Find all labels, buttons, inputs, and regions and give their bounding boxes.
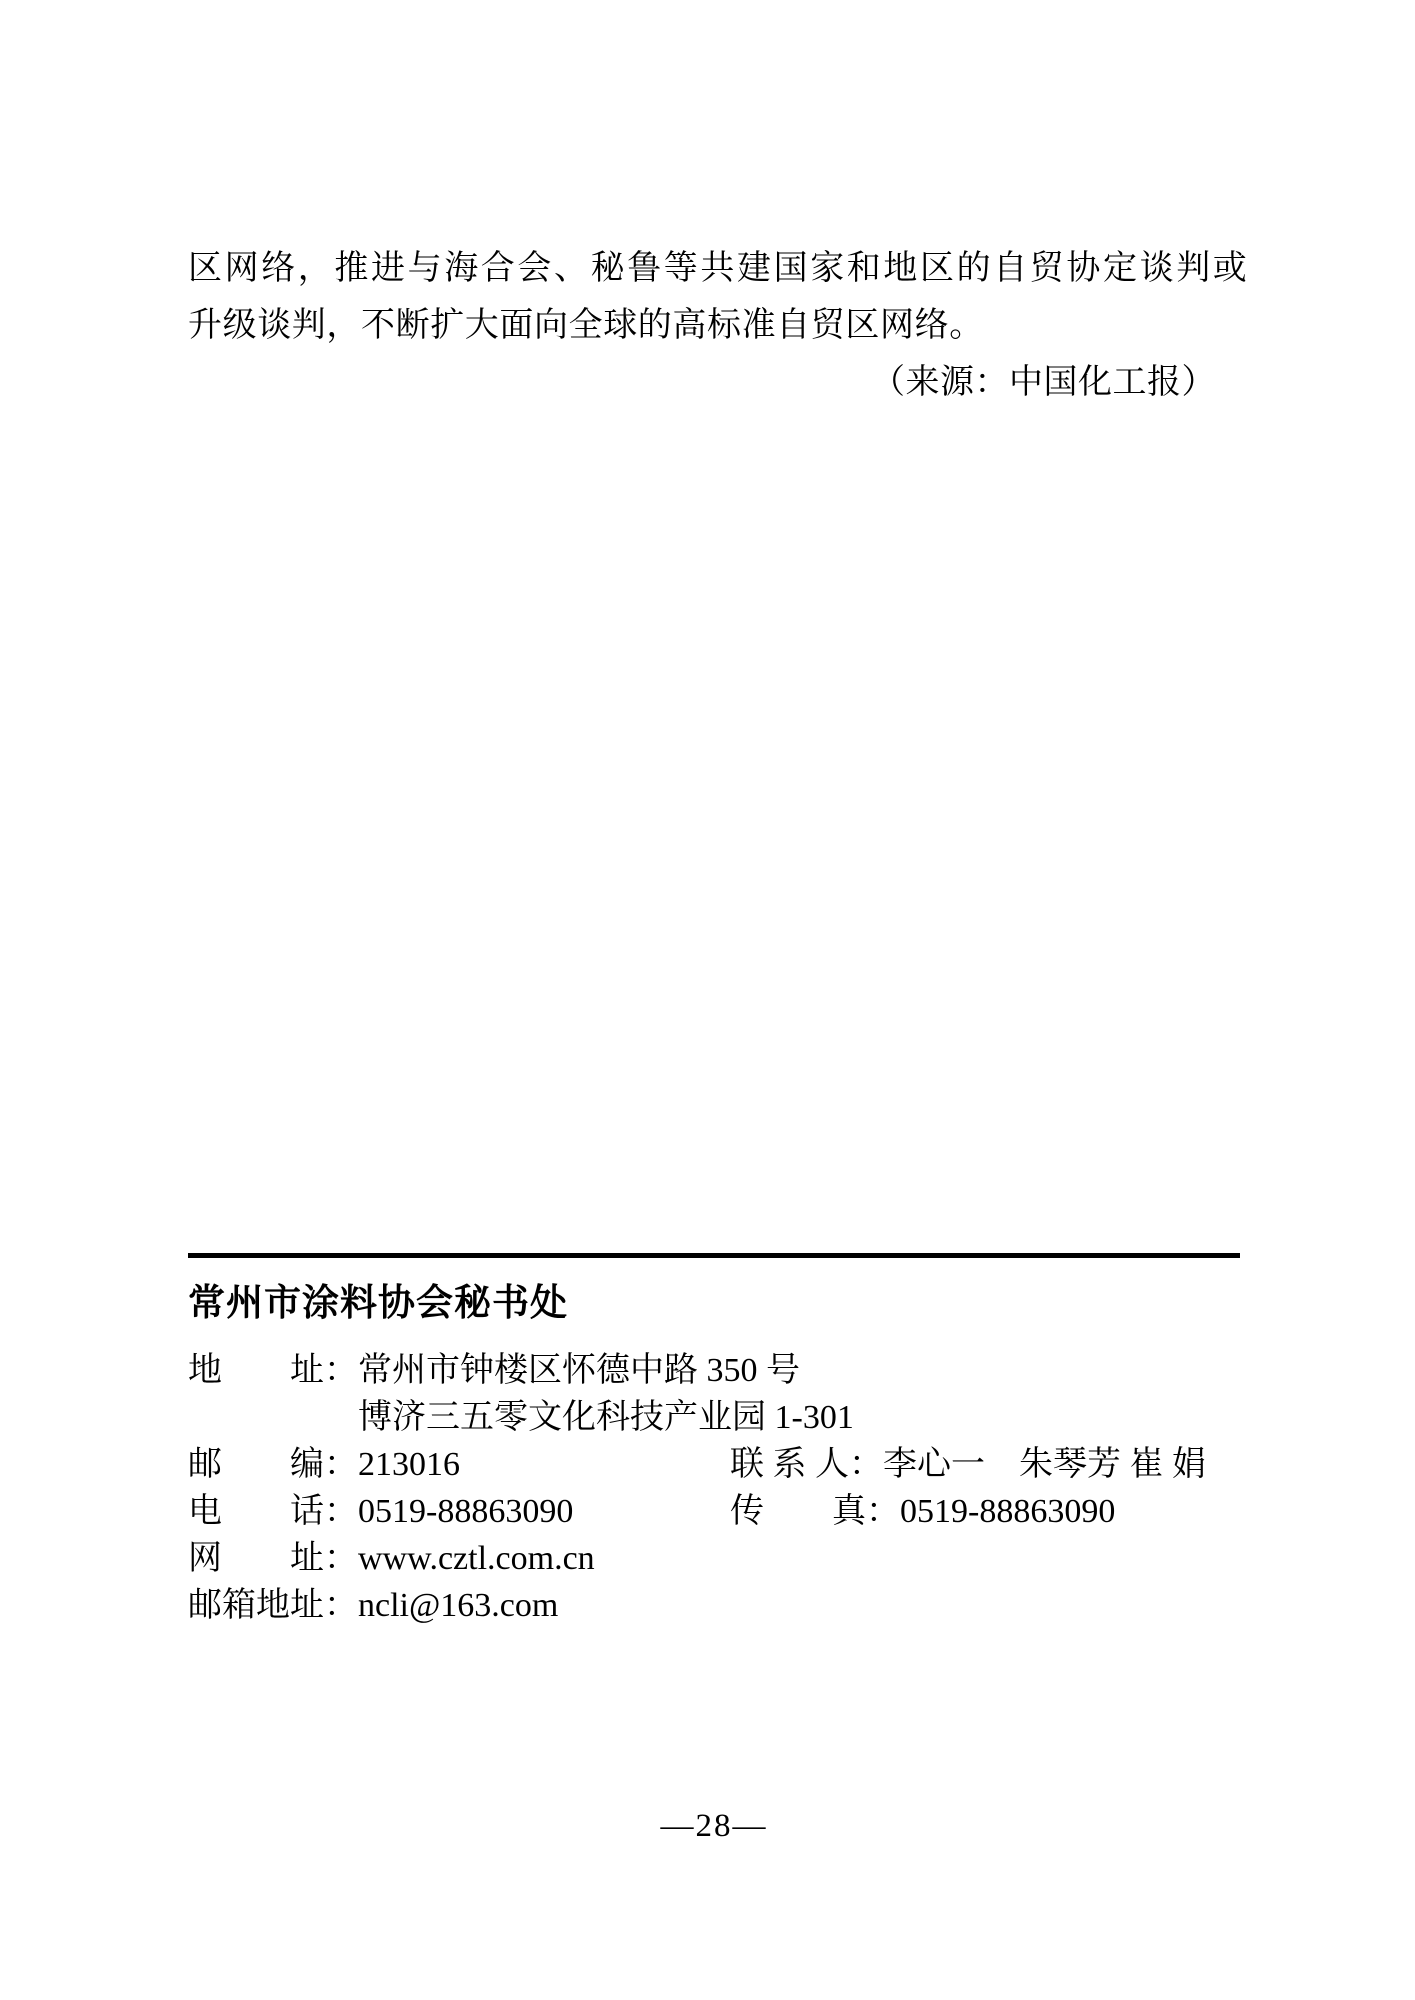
address-row-continued <box>188 1394 1244 1441</box>
phone-value: 0519-88863090 <box>358 1493 574 1530</box>
contact-person-group <box>730 1441 1206 1488</box>
address-row <box>188 1347 1244 1394</box>
postcode-label: 邮 编： <box>188 1446 358 1483</box>
fax-group <box>730 1488 1115 1535</box>
contact-block <box>188 1347 1244 1629</box>
page-number: —28— <box>660 1808 768 1844</box>
address-value-line2: 博济三五零文化科技产业园 1-301 <box>358 1399 854 1436</box>
paragraph-line-1: 区网络，推进与海合会、秘鲁等共建国家和地区的自贸协定谈判或 <box>188 250 1250 287</box>
contact-person-names: 李心一 朱琴芳 崔 娟 <box>883 1446 1206 1483</box>
source-attribution: （来源：中国化工报） <box>871 364 1216 401</box>
article-paragraph <box>188 240 1250 411</box>
contact-person-label: 联 系 人： <box>730 1446 883 1483</box>
phone-fax-row <box>188 1488 1244 1535</box>
postcode-value: 213016 <box>358 1446 460 1483</box>
website-label: 网 址： <box>188 1540 358 1577</box>
email-row <box>188 1582 1244 1629</box>
address-value-line1: 常州市钟楼区怀德中路 350 号 <box>358 1352 800 1389</box>
website-row <box>188 1535 1244 1582</box>
email-value: ncli@163.com <box>358 1587 559 1624</box>
fax-value: 0519-88863090 <box>900 1493 1116 1530</box>
phone-label: 电 话： <box>188 1493 358 1530</box>
fax-label: 传 真： <box>730 1493 900 1530</box>
postcode-contact-row <box>188 1441 1244 1488</box>
website-value: www.cztl.com.cn <box>358 1540 595 1577</box>
paragraph-line-2: 升级谈判，不断扩大面向全球的高标准自贸区网络。 <box>188 307 984 344</box>
address-label: 地 址： <box>188 1352 358 1389</box>
footer-divider-line <box>188 1253 1240 1258</box>
email-label: 邮箱地址： <box>188 1587 358 1624</box>
org-name-heading: 常州市涂料协会秘书处 <box>188 1282 568 1323</box>
